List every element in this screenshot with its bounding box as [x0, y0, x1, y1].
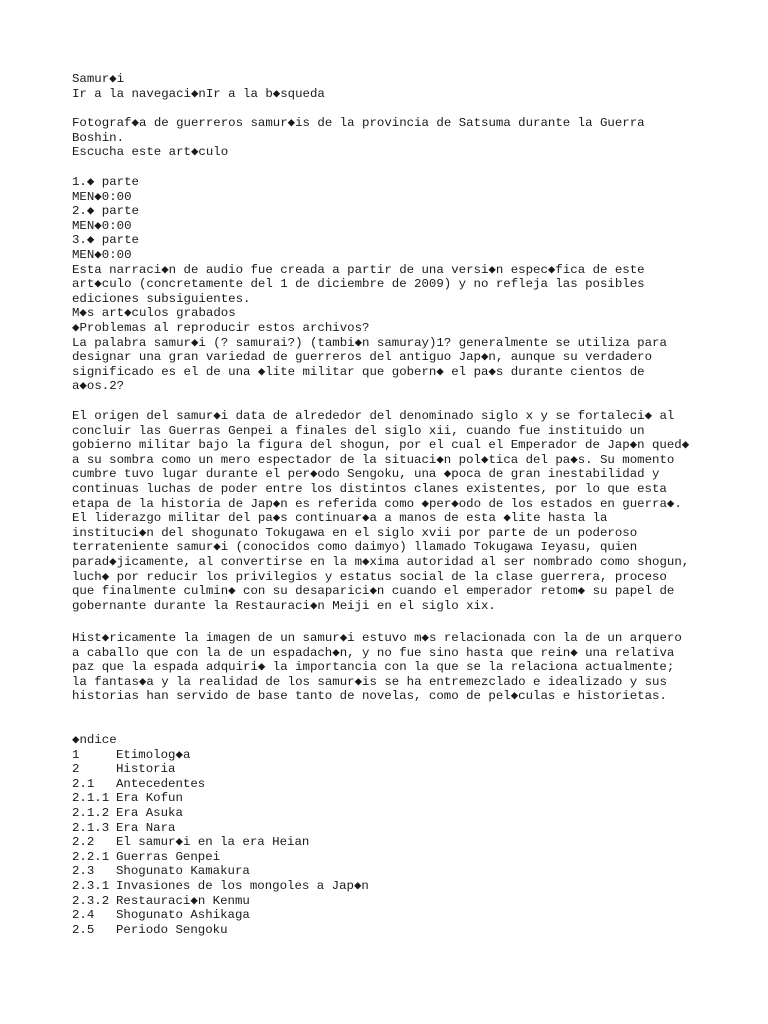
- toc-item[interactable]: [72, 762, 696, 777]
- toc-item-label[interactable]: Shogunato Ashikaga: [116, 908, 250, 923]
- toc-item-label[interactable]: Era Kofun: [116, 791, 183, 806]
- audio-block: [72, 175, 696, 394]
- page-title: Samur◆i: [72, 72, 125, 86]
- toc-item-number: 2.1: [72, 776, 95, 791]
- toc-item-number: 2.3: [72, 864, 95, 879]
- origin-block: [72, 409, 696, 613]
- toc-item[interactable]: [72, 879, 696, 894]
- header-block: [72, 72, 696, 101]
- toc-item[interactable]: [72, 748, 696, 763]
- audio-part-label: 2.◆ parte: [72, 204, 139, 219]
- toc-item[interactable]: [72, 864, 696, 879]
- toc-item[interactable]: [72, 923, 696, 938]
- playback-problems-link[interactable]: ◆Problemas al reproducir estos archivos?: [72, 320, 370, 335]
- toc-item[interactable]: [72, 791, 696, 806]
- toc-item-label[interactable]: Guerras Genpei: [116, 849, 221, 864]
- toc-item-label[interactable]: El samur◆i en la era Heian: [116, 835, 310, 850]
- toc-item-number: 2.1.1: [72, 791, 110, 806]
- audio-note: Esta narraci◆n de audio fue creada a partir de una versi◆n espec◆fica de este art◆culo (concretamente del 1 de diciembre de 2009) y no refleja las posibles ediciones subsiguientes.: [72, 262, 645, 306]
- toc-item-number: 2.1.3: [72, 820, 110, 835]
- toc-item-label[interactable]: Antecedentes: [116, 776, 206, 791]
- toc-item-label[interactable]: Shogunato Kamakura: [116, 864, 250, 879]
- toc-item-label[interactable]: Historia: [116, 762, 176, 777]
- toc-item-label[interactable]: Periodo Sengoku: [116, 922, 228, 937]
- intro-paragraph: La palabra samur◆i (? samurai?) (tambi◆n samuray)1? generalmente se utiliza para designar una gran variedad de guerreros del antiguo Jap◆n, aunque su verdadero significado es el de una ◆lite militar que gobern◆ el pa◆s durante cientos de a◆os.2?: [72, 335, 667, 394]
- toc-item[interactable]: [72, 850, 696, 865]
- audio-part-menu[interactable]: MEN◆0:00: [72, 218, 132, 233]
- toc-item[interactable]: [72, 894, 696, 909]
- audio-part-menu[interactable]: MEN◆0:00: [72, 189, 132, 204]
- image-caption: Fotograf◆a de guerreros samur◆is de la provincia de Satsuma durante la Guerra Boshin.: [72, 116, 645, 145]
- toc-item-label[interactable]: Restauraci◆n Kenmu: [116, 893, 250, 908]
- origin-paragraph: El origen del samur◆i data de alrededor del denominado siglo x y se fortaleci◆ al concluir las Guerras Genpei a finales del siglo xii, cuando fue instituido un gobierno militar bajo la figura del shogun, por el cual el Emperador de Jap◆n qued◆ a su sombra como un mero espectador de la situaci◆n pol◆tica del pa◆s. Su momento cumbre tuvo lugar durante el per◆odo Sengoku, una ◆poca de gran inestabilidad y continuas luchas de poder entre los distintos clanes existentes, por lo que esta etapa de la historia de Jap◆n es referida como ◆per◆odo de los estados en guerra◆. El liderazgo militar del pa◆s continuar◆a a manos de esta ◆lite hasta la instituci◆n del shogunato Tokugawa en el siglo xvii por parte de un poderoso terrateniente samur◆i (conocidos como daimyo) llamado Tokugawa Ieyasu, quien parad◆jicamente, al convertirse en la m◆xima autoridad al ser nombrado como shogun, luch◆ por reducir los privilegios y estatus social de la clase guerrera, proceso que finalmente culmin◆ con su desaparici◆n cuando el emperador retom◆ su papel de gobernante durante la Restauraci◆n Meiji en el siglo xix.: [72, 409, 690, 613]
- toc-item[interactable]: [72, 806, 696, 821]
- caption-block: [72, 116, 696, 160]
- toc-list: [72, 748, 696, 938]
- toc-item-number: 1: [72, 747, 80, 762]
- history-block: [72, 631, 696, 704]
- toc-item-label[interactable]: Etimolog◆a: [116, 747, 191, 762]
- toc-item-number: 2.3.1: [72, 878, 110, 893]
- toc-item-label[interactable]: Era Nara: [116, 820, 176, 835]
- toc-item-label[interactable]: Invasiones de los mongoles a Jap◆n: [116, 878, 369, 893]
- toc-item-label[interactable]: Era Asuka: [116, 805, 183, 820]
- toc-item-number: 2.5: [72, 922, 95, 937]
- toc-item-number: 2.3.2: [72, 893, 110, 908]
- toc-item-number: 2.1.2: [72, 805, 110, 820]
- toc-item-number: 2: [72, 762, 80, 777]
- table-of-contents: [72, 733, 696, 937]
- toc-item[interactable]: [72, 908, 696, 923]
- nav-skip-links[interactable]: Ir a la navegaci◆nIr a la b◆squeda: [72, 86, 325, 101]
- listen-link[interactable]: Escucha este art◆culo: [72, 145, 229, 160]
- toc-item-number: 2.2: [72, 835, 95, 850]
- audio-part-label: 1.◆ parte: [72, 175, 139, 189]
- toc-title: ◆ndice: [72, 733, 117, 747]
- audio-part-label: 3.◆ parte: [72, 233, 139, 248]
- toc-item-number: 2.2.1: [72, 849, 110, 864]
- more-recorded-link[interactable]: M◆s art◆culos grabados: [72, 306, 236, 321]
- audio-part-menu[interactable]: MEN◆0:00: [72, 247, 132, 262]
- history-paragraph: Hist◆ricamente la imagen de un samur◆i estuvo m◆s relacionada con la de un arquero a caballo que con la de un espadach◆n, y no fue sino hasta que rein◆ una relativa paz que la espada adquiri◆ la importancia con la que se la relaciona actualmente; la fantas◆a y la realidad de los samur◆is se ha entremezclado e idealizado y sus historias han servido de base tanto de novelas, como de pel◆culas e historietas.: [72, 631, 682, 704]
- toc-item[interactable]: [72, 835, 696, 850]
- toc-item-number: 2.4: [72, 908, 95, 923]
- toc-item[interactable]: [72, 777, 696, 792]
- toc-item[interactable]: [72, 821, 696, 836]
